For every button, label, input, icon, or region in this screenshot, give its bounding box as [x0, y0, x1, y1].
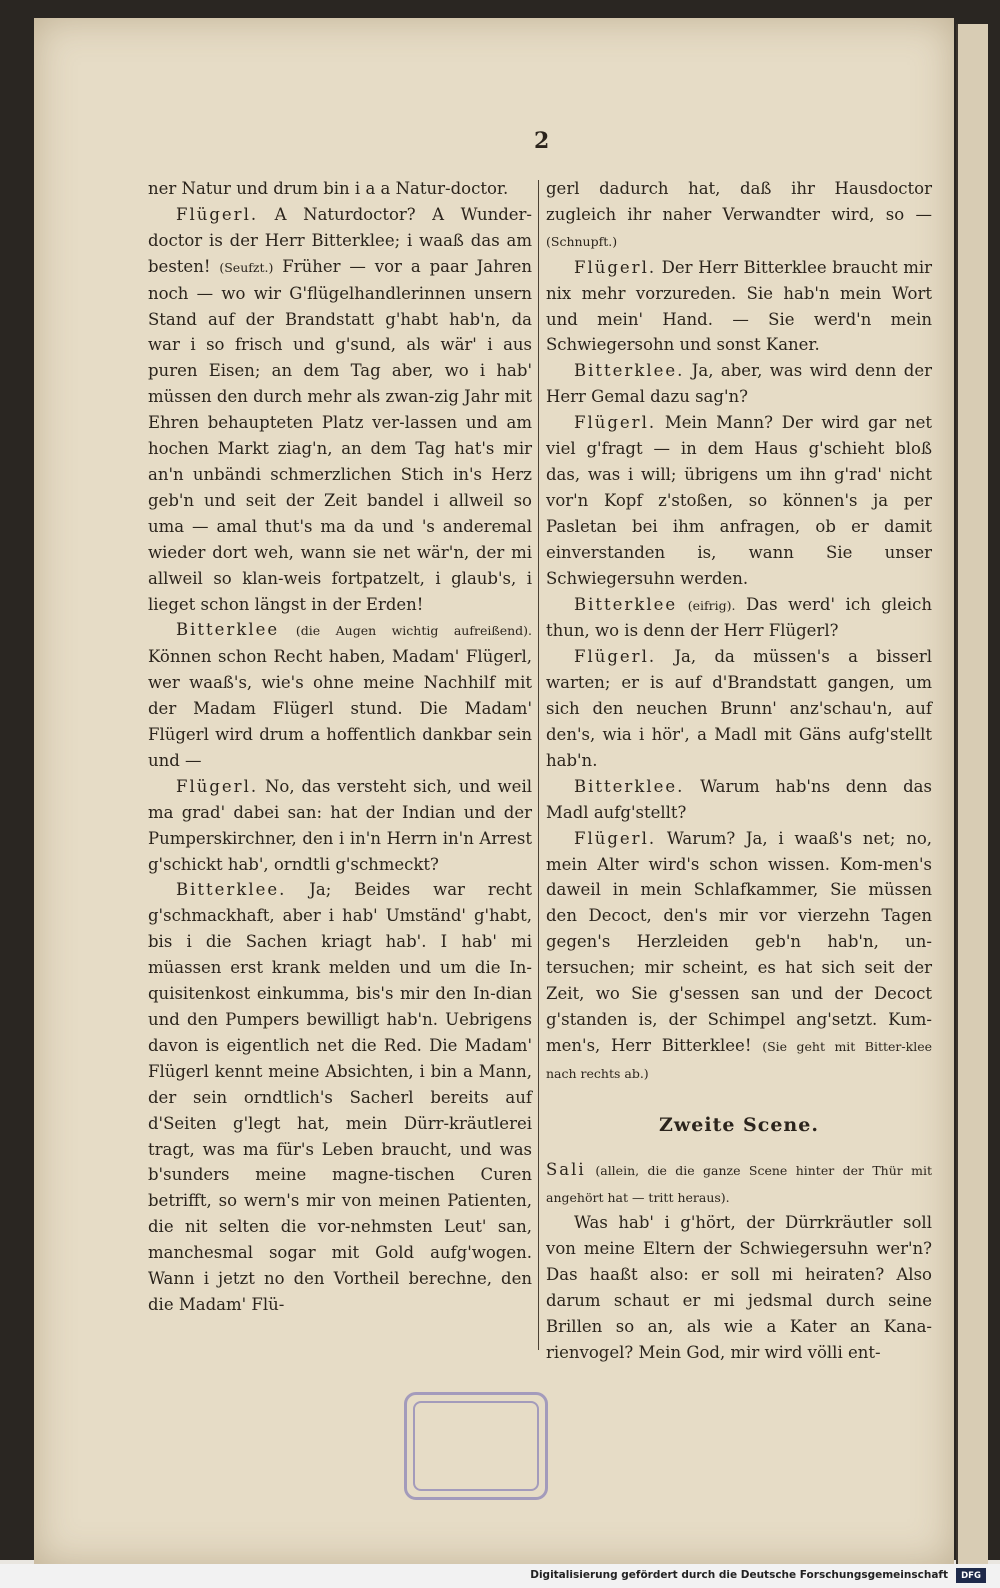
dfg-logo-icon: DFG — [956, 1568, 986, 1583]
speaker-name: Flügerl. — [574, 647, 657, 667]
footer-credit: Digitalisierung gefördert durch die Deutsche Forschungsgemeinschaft — [530, 1569, 948, 1581]
paragraph: Was hab' i g'hört, der Dürrkräutler soll von meine Eltern der Schwiegersuhn wer'n? Das haaßt also: er soll mi heiraten? Also darum schaut er mi jedsmal durch seine Brillen so an, als wie a Kater an Kana-rienvogel? Mein God, mir wird völli ent- — [546, 1213, 932, 1362]
speaker-name: Bitterklee. — [574, 361, 685, 381]
paragraph: Bitterklee (die Augen wichtig aufreißend). Können schon Recht haben, Madam' Flügerl, wer waaß's, wie's ohne meine Nachhilf mit der Madam Flügerl stund. Die Madam' Flügerl wird drum a hoffentlich dankbar sein und — — [148, 620, 532, 770]
speaker-name: Flügerl. — [574, 828, 657, 848]
page-edge — [956, 24, 988, 1566]
scene-heading: Zweite Scene. — [659, 1113, 819, 1136]
speaker-name: Flügerl. — [176, 204, 259, 224]
paragraph: Flügerl. No, das versteht sich, und weil ma grad' dabei san: hat der Indian und der Pumperskirchner, den i in'n Herrn in'n Arrest g'schickt hab', orndtli g'schmeckt? — [148, 776, 532, 874]
paragraph: Flügerl. A Naturdoctor? A Wunder-doctor is der Herr Bitterklee; i waaß das am besten! (Seufzt.) Früher — vor a paar Jahren noch — wo wir G'flügelhandlerinnen unsern Stand auf der Brandstatt g'habt hab'n, da war i so frisch und g'sund, als wär' i aus puren Eisen; an dem Tag aber, wo i hab' müssen den durch mehr als zwan-zig Jahr mit Ehren behaupteten Platz ver-lassen und am hochen Markt ziag'n, an dem Tag hat's mir an'n unbändi schmerzlichen Stich in's Herz geb'n und seit der Zeit bandel i allweil so uma — amal thut's ma da und 's anderemal wieder dort weh, wann sie net wär'n, der mi allweil so klan-weis fortpatzelt, i glaub's, i lieget schon längst in der Erden! — [148, 204, 532, 614]
speaker-name: Sali — [546, 1159, 586, 1179]
footer-bar — [0, 1564, 1000, 1588]
paragraph: Bitterklee. Warum hab'ns denn das Madl aufg'stellt? — [546, 776, 932, 822]
stage-direction: (eifrig). — [687, 597, 736, 613]
right-column — [546, 176, 932, 1366]
stage-direction: (Seufzt.) — [219, 259, 274, 275]
paragraph — [546, 1157, 932, 1211]
paragraph: Bitterklee (eifrig). Das werd' ich gleich thun, wo is denn der Herr Flügerl? — [546, 594, 933, 641]
speaker-name: Flügerl. — [574, 257, 657, 277]
stage-direction: (Schnupft.) — [546, 233, 618, 249]
speaker-name: Bitterklee — [176, 620, 280, 640]
library-stamp-inner — [413, 1401, 539, 1491]
paragraph: gerl dadurch hat, daß ihr Hausdoctor zugleich ihr naher Verwandter wird, so — (Schnupft.) — [546, 179, 932, 249]
speaker-name: Bitterklee — [574, 594, 678, 614]
library-stamp — [404, 1392, 548, 1500]
paragraph: Flügerl. Der Herr Bitterklee braucht mir nix mehr vorzureden. Sie hab'n mein Wort und mein' Hand. — Sie werd'n mein Schwiegersohn und sonst Kaner. — [546, 257, 933, 355]
page-number: 2 — [534, 128, 550, 154]
paragraph: Flügerl. Warum? Ja, i waaß's net; no, mein Alter wird's schon wissen. Kom-men's daweil in mein Schlafkammer, Sie müssen den Decoct, den's mir vor vierzehn Tagen gegen's Herzleiden geb'n hab'n, un-tersuchen; mir scheint, es hat sich seit der Zeit, wo Sie g'sessen san und der Decoct g'standen is, der Schimpel ang'setzt. Kum-men's, Herr Bitterklee! (Sie geht mit Bitter-klee nach rechts ab.) — [546, 828, 932, 1081]
column-divider — [538, 180, 539, 1350]
speaker-name: Flügerl. — [574, 413, 657, 433]
paragraph: Flügerl. Ja, da müssen's a bisserl warten; er is auf d'Brandstatt gangen, um sich den neuchen Brunn' anz'schau'n, auf den's, wia i hör', a Madl mit Gäns aufg'stellt hab'n. — [546, 647, 933, 770]
paragraph: Flügerl. Mein Mann? Der wird gar net viel g'fragt — in dem Haus g'schieht bloß das, was i will; übrigens um ihn g'rad' nicht vor'n Kopf z'stoßen, so können's ja per Pasletan bei ihm anfragen, ob er damit einverstanden is, wann Sie unser Schwiegersuhn werden. — [546, 413, 932, 588]
paragraph: Bitterklee. Ja, aber, was wird denn der Herr Gemal dazu sag'n? — [546, 361, 933, 407]
paragraph: Bitterklee. Ja; Beides war recht g'schmackhaft, aber i hab' Umständ' g'habt, bis i die Sachen kriagt hab'. I hab' mi müassen erst krank melden und um die In-quisitenkost einkumma, bis's mir den In-dian und den Pumpers bewilligt hab'n. Uebrigens davon is eigentlich net die Red. Die Madam' Flügerl kennt meine Absichten, i bin a Mann, der sein orndtlich's Sacherl bereits auf d'Seiten g'legt hat, mein Dürr-kräutlerei tragt, was ma für's Leben braucht, und was b'sunders meine magne-tischen Curen betrifft, so wern's mir von meinen Patienten, die nit selten die vor-nehmsten Leut' san, manchesmal sogar mit Gold aufg'wogen. Wann i jetzt no den Vortheil berechne, den die Madam' Flü- — [148, 880, 532, 1314]
speaker-name: Bitterklee. — [574, 776, 685, 796]
speaker-name: Flügerl. — [176, 776, 259, 796]
speaker-name: Bitterklee. — [176, 880, 287, 900]
left-column — [148, 176, 532, 1318]
stage-direction: (die Augen wichtig aufreißend). — [295, 623, 532, 639]
paragraph: ner Natur und drum bin i a a Natur-doctor. — [148, 179, 509, 198]
stage-direction: (Sie geht mit Bitter-klee nach rechts ab.) — [546, 1038, 932, 1081]
stage-direction: (allein, die die ganze Scene hinter der Thür mit angehört hat — tritt heraus). — [546, 1162, 932, 1205]
